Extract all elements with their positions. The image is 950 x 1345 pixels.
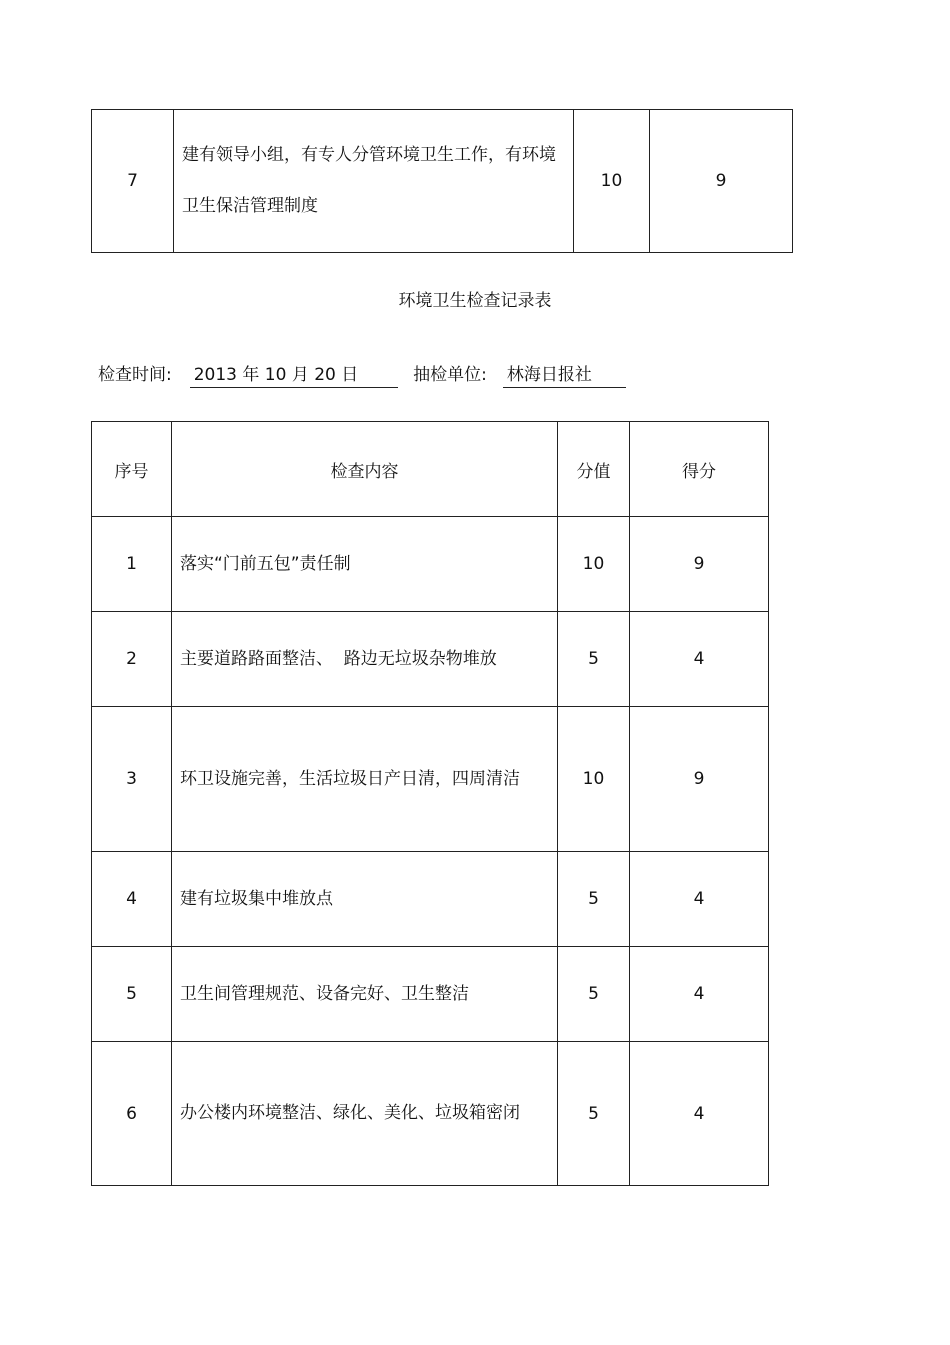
- row-got: 4: [630, 947, 769, 1042]
- row-got: 4: [630, 1042, 769, 1186]
- header-content: 检查内容: [172, 422, 558, 517]
- row-content: 建有垃圾集中堆放点: [172, 852, 558, 947]
- row-content: 办公楼内环境整洁、绿化、美化、垃圾箱密闭: [172, 1042, 558, 1186]
- row-score: 10: [558, 707, 630, 852]
- row-number: 6: [92, 1042, 172, 1186]
- row-score: 10: [558, 517, 630, 612]
- inspection-meta: [98, 360, 626, 388]
- row-number: 3: [92, 707, 172, 852]
- row-content: 环卫设施完善，生活垃圾日产日清，四周清洁: [172, 707, 558, 852]
- row-number: 5: [92, 947, 172, 1042]
- table-row: [92, 707, 769, 852]
- row-score: 5: [558, 1042, 630, 1186]
- header-score: 分值: [558, 422, 630, 517]
- table-row: [92, 110, 793, 253]
- table-header-row: [92, 422, 769, 517]
- page-title: 环境卫生检查记录表: [398, 291, 552, 311]
- inspection-table: [91, 421, 769, 1186]
- row-got: 4: [630, 852, 769, 947]
- row-number: 4: [92, 852, 172, 947]
- row-number: 7: [92, 110, 174, 253]
- row-got: 4: [630, 612, 769, 707]
- unit-value: 林海日报社: [503, 360, 626, 388]
- date-value: 2013 年 10 月 20 日: [190, 360, 398, 388]
- row-got: 9: [630, 517, 769, 612]
- row-got: 9: [650, 110, 793, 253]
- row-score: 5: [558, 852, 630, 947]
- row-number: 2: [92, 612, 172, 707]
- row-content: 建有领导小组，有专人分管环境卫生工作，有环境卫生保洁管理制度: [174, 110, 574, 253]
- row-score: 5: [558, 612, 630, 707]
- row-got: 9: [630, 707, 769, 852]
- row-score: 10: [574, 110, 650, 253]
- table-row: [92, 612, 769, 707]
- table-row: [92, 852, 769, 947]
- header-got: 得分: [630, 422, 769, 517]
- row-score: 5: [558, 947, 630, 1042]
- header-no: 序号: [92, 422, 172, 517]
- unit-label: 抽检单位:: [413, 365, 487, 385]
- previous-page-table: [91, 109, 793, 253]
- row-content: 落实“门前五包”责任制: [172, 517, 558, 612]
- row-content: 主要道路路面整洁、 路边无垃圾杂物堆放: [172, 612, 558, 707]
- date-label: 检查时间:: [98, 365, 172, 385]
- table-row: [92, 947, 769, 1042]
- table-row: [92, 1042, 769, 1186]
- row-content: 卫生间管理规范、设备完好、卫生整洁: [172, 947, 558, 1042]
- table-row: [92, 517, 769, 612]
- row-number: 1: [92, 517, 172, 612]
